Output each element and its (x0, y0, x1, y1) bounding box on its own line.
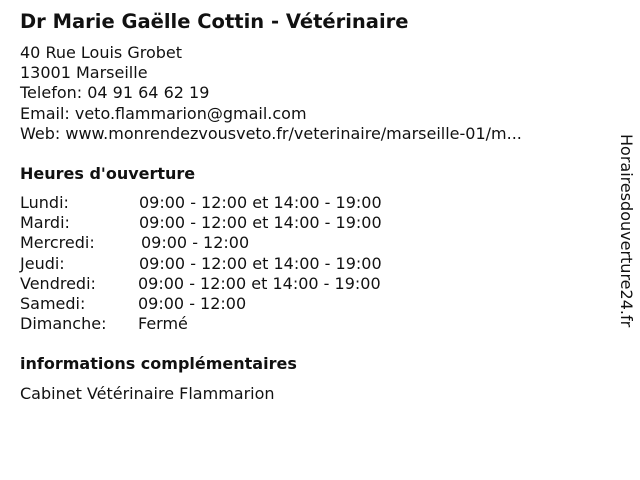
info-text: Cabinet Vétérinaire Flammarion (20, 384, 275, 403)
time-value: 09:00 - 12:00 (141, 233, 250, 253)
day-label: Lundi: (20, 193, 69, 212)
street-address: 40 Rue Louis Grobet (20, 43, 183, 62)
day-label: Vendredi: (20, 273, 96, 293)
time-value: 09:00 - 12:00 et 14:00 - 19:00 (138, 273, 381, 293)
city-address: 13001 Marseille (20, 63, 148, 83)
time-value: 09:00 - 12:00 et 14:00 - 19:00 (139, 253, 382, 273)
site-brand-vertical[interactable]: Horairesdouverture24.fr (617, 134, 636, 328)
email-address[interactable]: Email: veto.flammarion@gmail.com (20, 103, 307, 123)
hours-heading: Heures d'ouverture (20, 164, 196, 183)
day-label: Jeudi: (20, 253, 65, 273)
day-label: Dimanche: (20, 314, 107, 334)
time-value: 09:00 - 12:00 et 14:00 - 19:00 (139, 193, 382, 212)
time-value: 09:00 - 12:00 (138, 293, 247, 313)
day-label: Mercredi: (20, 233, 95, 253)
business-title: Dr Marie Gaëlle Cottin - Vétérinaire (20, 10, 409, 33)
website-link[interactable]: Web: www.monrendezvousveto.fr/veterinaire/marseille-01/m... (20, 123, 522, 143)
day-label: Mardi: (20, 213, 70, 233)
day-label: Samedi: (20, 293, 86, 313)
time-value: Fermé (138, 314, 188, 334)
time-value: 09:00 - 12:00 et 14:00 - 19:00 (139, 213, 382, 233)
contact-block (20, 43, 522, 144)
phone-number[interactable]: Telefon: 04 91 64 62 19 (20, 83, 210, 103)
info-heading: informations complémentaires (20, 354, 297, 373)
